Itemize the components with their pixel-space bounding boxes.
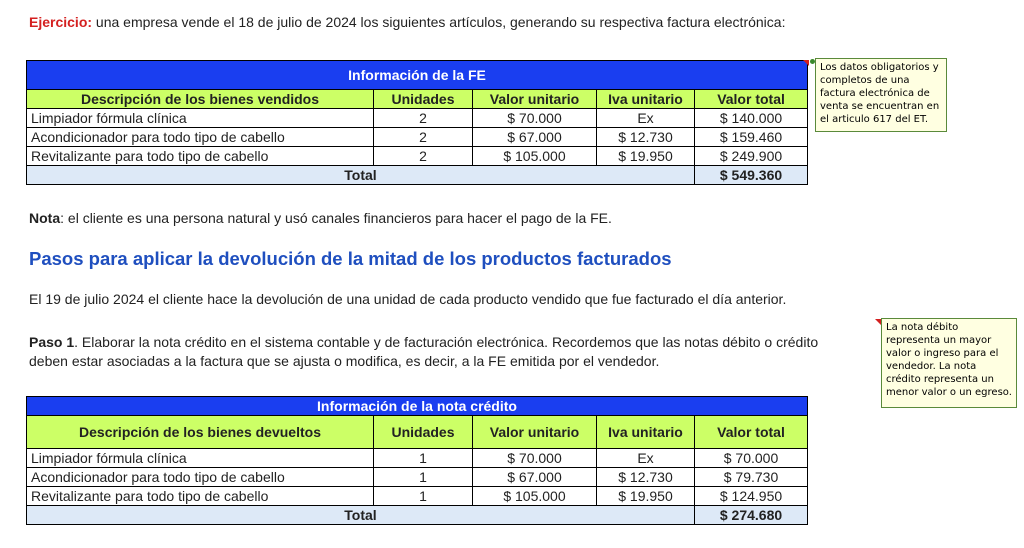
note-line bbox=[29, 210, 612, 226]
invoice-table bbox=[26, 60, 808, 185]
total-row bbox=[27, 506, 808, 525]
col-header-units: Unidades bbox=[374, 90, 473, 109]
col-header-unit-iva: Iva unitario bbox=[597, 90, 695, 109]
invoice-table-header bbox=[27, 90, 808, 109]
credit-note-table bbox=[26, 396, 808, 525]
cell-unit-iva: $ 19.950 bbox=[597, 147, 695, 166]
col-header-total-value: Valor total bbox=[695, 90, 808, 109]
table-row bbox=[27, 147, 808, 166]
cell-description: Limpiador fórmula clínica bbox=[27, 109, 374, 128]
cell-unit-iva: Ex bbox=[597, 109, 695, 128]
cell-total-value: $ 140.000 bbox=[695, 109, 808, 128]
paragraph: El 19 de julio 2024 el cliente hace la devolución de una unidad de cada producto vendido que fue facturado el día anterior. bbox=[29, 291, 787, 307]
col-header-unit-value: Valor unitario bbox=[473, 416, 597, 449]
step-1-label: Paso 1 bbox=[29, 334, 75, 350]
cell-total-value: $ 79.730 bbox=[695, 468, 808, 487]
col-header-units: Unidades bbox=[374, 416, 473, 449]
cell-units: 2 bbox=[374, 147, 473, 166]
cell-unit-value: $ 67.000 bbox=[473, 468, 597, 487]
comment-note: Los datos obligatorios y completos de una factura electrónica de venta se encuentran en el articulo 617 del ET. bbox=[815, 58, 947, 132]
cell-description: Revitalizante para todo tipo de cabello bbox=[27, 147, 374, 166]
col-header-description: Descripción de los bienes devueltos bbox=[27, 416, 374, 449]
comment-marker-icon[interactable] bbox=[803, 60, 809, 66]
cell-units: 1 bbox=[374, 449, 473, 468]
col-header-total-value: Valor total bbox=[695, 416, 808, 449]
total-value: $ 549.360 bbox=[695, 166, 808, 185]
cell-units: 1 bbox=[374, 487, 473, 506]
table-row bbox=[27, 449, 808, 468]
cell-units: 1 bbox=[374, 468, 473, 487]
col-header-unit-iva: Iva unitario bbox=[597, 416, 695, 449]
cell-unit-iva: $ 12.730 bbox=[597, 128, 695, 147]
cell-units: 2 bbox=[374, 128, 473, 147]
total-row bbox=[27, 166, 808, 185]
invoice-table-title: Información de la FE bbox=[27, 61, 808, 90]
cell-unit-iva: Ex bbox=[597, 449, 695, 468]
credit-note-table-header bbox=[27, 416, 808, 449]
col-header-description: Descripción de los bienes vendidos bbox=[27, 90, 374, 109]
credit-note-table-title: Información de la nota crédito bbox=[27, 397, 808, 416]
section-heading: Pasos para aplicar la devolución de la mitad de los productos facturados bbox=[29, 248, 672, 269]
step-1-line1 bbox=[29, 334, 818, 350]
note-label: Nota bbox=[29, 210, 61, 226]
cell-unit-value: $ 70.000 bbox=[473, 449, 597, 468]
cell-total-value: $ 124.950 bbox=[695, 487, 808, 506]
intro-label: Ejercicio: bbox=[29, 14, 93, 30]
cell-total-value: $ 249.900 bbox=[695, 147, 808, 166]
cell-description: Revitalizante para todo tipo de cabello bbox=[27, 487, 374, 506]
table-row bbox=[27, 487, 808, 506]
step-1-line2: deben estar asociadas a la factura que se ajusta o modifica, es decir, a la FE emitida por el vendedor. bbox=[29, 353, 660, 369]
cell-total-value: $ 159.460 bbox=[695, 128, 808, 147]
col-header-unit-value: Valor unitario bbox=[473, 90, 597, 109]
cell-description: Acondicionador para todo tipo de cabello bbox=[27, 128, 374, 147]
total-value: $ 274.680 bbox=[695, 506, 808, 525]
note-text: : el cliente es una persona natural y usó canales financieros para hacer el pago de la FE. bbox=[60, 210, 612, 226]
cell-unit-value: $ 105.000 bbox=[473, 487, 597, 506]
cell-unit-iva: $ 12.730 bbox=[597, 468, 695, 487]
cell-unit-value: $ 70.000 bbox=[473, 109, 597, 128]
table-row bbox=[27, 468, 808, 487]
total-label: Total bbox=[27, 506, 695, 525]
step-1-text: . Elaborar la nota crédito en el sistema contable y de facturación electrónica. Recordemos que las notas débito o crédito bbox=[74, 334, 819, 350]
cell-unit-iva: $ 19.950 bbox=[597, 487, 695, 506]
table-row bbox=[27, 109, 808, 128]
intro-text: una empresa vende el 18 de julio de 2024 los siguientes artículos, generando su respectiva factura electrónica: bbox=[92, 14, 786, 30]
cell-unit-value: $ 67.000 bbox=[473, 128, 597, 147]
table-row bbox=[27, 128, 808, 147]
cell-description: Limpiador fórmula clínica bbox=[27, 449, 374, 468]
intro-line bbox=[29, 14, 785, 30]
cell-units: 2 bbox=[374, 109, 473, 128]
cell-description: Acondicionador para todo tipo de cabello bbox=[27, 468, 374, 487]
cell-unit-value: $ 105.000 bbox=[473, 147, 597, 166]
total-label: Total bbox=[27, 166, 695, 185]
cell-total-value: $ 70.000 bbox=[695, 449, 808, 468]
comment-note: La nota débito representa un mayor valor o ingreso para el vendedor. La nota crédito representa un menor valor o un egreso. bbox=[881, 318, 1017, 408]
